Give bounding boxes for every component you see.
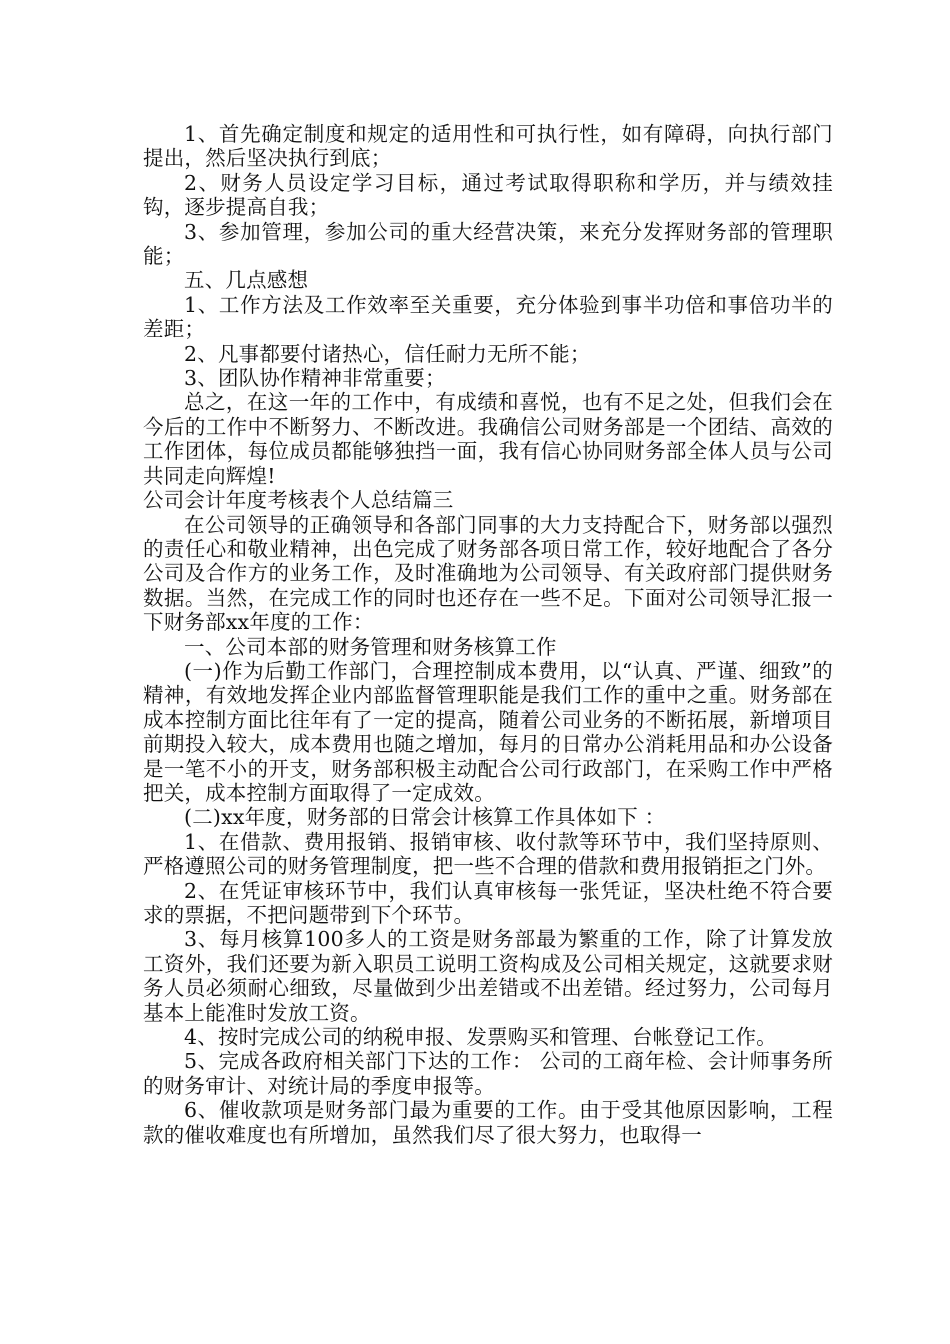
- body-paragraph: (二)xx年度，财务部的日常会计核算工作具体如下 ：: [184, 805, 666, 830]
- body-paragraph: 一、公司本部的财务管理和财务核算工作: [184, 634, 557, 659]
- body-paragraph: 1、首先确定制度和规定的适用性和可执行性，如有障碍，向执行部门提出，然后坚决执行到底；: [143, 122, 833, 171]
- body-paragraph: 5、完成各政府相关部门下达的工作： 公司的工商年检、会计师事务所的财务审计、对统计局的季度申报等。: [143, 1049, 833, 1098]
- body-paragraph: 3、每月核算100多人的工资是财务部最为繁重的工作，除了计算发放工资外，我们还要为新入职员工说明工资构成及公司相关规定，这就要求财务人员必须耐心细致，尽量做到少出差错或不出差错。经过努力，公司每月基本上能准时发放工资。: [143, 927, 833, 1025]
- body-paragraph: 6、催收款项是财务部门最为重要的工作。由于受其他原因影响，工程款的催收难度也有所增加，虽然我们尽了很大努力，也取得一: [143, 1098, 833, 1147]
- section-heading: 公司会计年度考核表个人总结篇三: [143, 488, 454, 513]
- body-paragraph: 1、工作方法及工作效率至关重要，充分体验到事半功倍和事倍功半的差距；: [143, 292, 833, 342]
- body-paragraph: (一)作为后勤工作部门，合理控制成本费用，以“认真、严谨、细致”的精神，有效地发挥企业内部监督管理职能是我们工作的重中之重。财务部在成本控制方面比往年有了一定的提高，随着公司业务的不断拓展，新增项目前期投入较大，成本费用也随之增加，每月的日常办公消耗用品和办公设备是一笔不小的开支，财务部积极主动配合公司行政部门，在采购工作中严格把关，成本控制方面取得了一定成效。: [143, 658, 833, 805]
- body-paragraph: 3、团队协作精神非常重要；: [184, 366, 446, 391]
- body-paragraph: 1、在借款、费用报销、报销审核、收付款等环节中，我们坚持原则、严格遵照公司的财务管理制度，把一些不合理的借款和费用报销拒之门外。: [143, 829, 833, 879]
- body-paragraph: 4、按时完成公司的纳税申报、发票购买和管理、台帐登记工作。: [184, 1025, 777, 1050]
- body-paragraph: 五、几点感想: [184, 268, 309, 293]
- document-body: [143, 122, 833, 1147]
- body-paragraph: 2、在凭证审核环节中，我们认真审核每一张凭证，坚决杜绝不符合要求的票据，不把问题带到下个环节。: [143, 878, 833, 927]
- body-paragraph: 在公司领导的正确领导和各部门同事的大力支持配合下，财务部以强烈的责任心和敬业精神，出色完成了财务部各项日常工作，较好地配合了各分公司及合作方的业务工作，及时准确地为公司领导、有关政府部门提供财务数据。当然，在完成工作的同时也还存在一些不足。下面对公司领导汇报一下财务部xx年度的工作：: [143, 512, 833, 635]
- body-paragraph: 3、参加管理，参加公司的重大经营决策，来充分发挥财务部的管理职能；: [143, 219, 833, 269]
- body-paragraph: 2、凡事都要付诸热心，信任耐力无所不能；: [184, 341, 591, 366]
- body-paragraph: 2、财务人员设定学习目标，通过考试取得职称和学历，并与绩效挂钩，逐步提高自我；: [143, 170, 833, 220]
- body-paragraph: 总之，在这一年的工作中，有成绩和喜悦，也有不足之处，但我们会在今后的工作中不断努力、不断改进。我确信公司财务部是一个团结、高效的工作团体，每位成员都能够独挡一面，我有信心协同财务部全体人员与公司共同走向辉煌!: [143, 390, 833, 488]
